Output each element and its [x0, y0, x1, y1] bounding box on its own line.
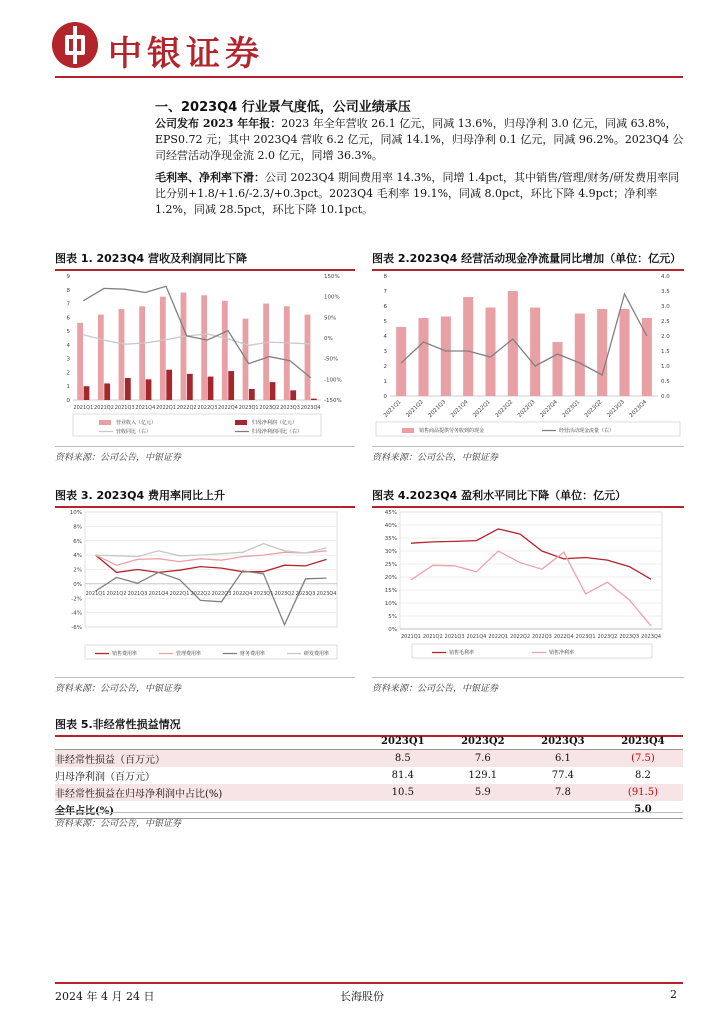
y2-tick-label: 0.0: [661, 394, 670, 400]
bar: [284, 306, 290, 400]
bar: [160, 297, 166, 400]
x-tick-label: 2022Q1: [156, 405, 176, 411]
footer-page-number: 2: [670, 988, 677, 1001]
figure-4-source: 资料来源：公司公告，中银证券: [372, 677, 684, 694]
bar: [575, 314, 585, 397]
table-header-row: [55, 734, 683, 750]
legend-swatch: [402, 428, 414, 433]
table-cell: 10.5: [363, 784, 443, 801]
chart-expense-ratio: [55, 505, 355, 665]
table-cell: 8.2: [635, 770, 651, 781]
y-tick-label: 3: [66, 356, 70, 363]
table-header: 2023Q2: [443, 734, 523, 750]
bar: [485, 308, 495, 397]
x-tick-label: 2021Q1: [85, 591, 106, 597]
y-tick-label: 5%: [388, 614, 397, 620]
x-tick-label: 2021Q4: [466, 634, 487, 640]
y-tick-label: 2: [383, 364, 387, 370]
figure-3-source: 资料来源：公司公告，中银证券: [55, 677, 355, 694]
x-tick-label: 2021Q2: [422, 634, 443, 640]
x-tick-label: 2021Q2: [94, 405, 114, 411]
x-tick-label: 2021Q4: [148, 591, 169, 597]
series-line: [83, 334, 310, 346]
legend-label: 销售商品提供劳务收到的现金: [419, 428, 485, 434]
y-tick-label: 4: [66, 342, 70, 349]
x-tick-label: 2021Q3: [427, 399, 448, 419]
bar: [84, 386, 90, 400]
table-header: 2023Q1: [363, 734, 443, 750]
table-cell: (7.5): [603, 750, 683, 768]
y2-tick-label: 2.5: [661, 319, 670, 325]
non-recurring-table: [55, 734, 683, 819]
bar: [181, 293, 187, 400]
y-tick-label: 0: [383, 394, 387, 400]
header-title: 中银证券: [108, 34, 264, 74]
table-row: [55, 767, 683, 784]
y-tick-label: 6: [66, 315, 70, 322]
y2-tick-label: 50%: [324, 315, 337, 322]
y2-tick-label: 150%: [324, 274, 340, 280]
y-tick-label: 4: [383, 334, 387, 340]
x-tick-label: 2023Q3: [606, 399, 626, 419]
company-logo: [52, 22, 98, 68]
paragraph-margins: [155, 170, 685, 218]
x-tick-label: 2023Q4: [641, 634, 662, 640]
legend-box: [412, 644, 652, 658]
y-tick-label: 15%: [384, 588, 397, 594]
x-tick-label: 2022Q3: [197, 405, 218, 411]
footer-rule: [55, 982, 683, 984]
row-label: 非经常性损益在归母净利润中占比(%): [55, 784, 363, 801]
bar: [441, 317, 451, 397]
y-tick-label: -6%: [71, 625, 82, 631]
series-line: [83, 286, 310, 377]
x-tick-label: 2023Q1: [575, 634, 596, 640]
table-header: 2023Q4: [603, 734, 683, 750]
x-tick-label: 2023Q3: [280, 405, 300, 411]
table-cell: 5.0: [634, 804, 652, 815]
x-tick-label: 2022Q4: [553, 634, 574, 640]
series-line: [96, 555, 327, 572]
legend-label: 归母净利润同比（右）: [252, 429, 303, 435]
y-tick-label: 4%: [73, 553, 82, 560]
series-line: [411, 529, 651, 579]
table-cell: 77.4: [551, 770, 575, 781]
table-row: [55, 750, 683, 768]
bar: [270, 382, 276, 400]
bar: [418, 318, 428, 396]
bar: [222, 301, 228, 400]
x-tick-label: 2021Q1: [382, 399, 403, 419]
y-tick-label: -2%: [71, 596, 82, 603]
x-tick-label: 2022Q1: [488, 634, 509, 640]
y-tick-label: 25%: [384, 562, 397, 568]
y2-tick-label: -150%: [324, 398, 342, 404]
plot-frame: [400, 512, 662, 629]
x-tick-label: 2023Q2: [583, 399, 604, 419]
y-tick-label: 20%: [384, 575, 397, 581]
table-cell: 81.4: [391, 770, 414, 781]
legend-label: 财务费用率: [240, 651, 266, 657]
bar: [201, 295, 207, 400]
y-tick-label: 30%: [384, 549, 397, 555]
bar: [166, 370, 172, 400]
figure-2-source: 资料来源：公司公告，中银证券: [372, 446, 684, 463]
row-label: 归母净利润（百万元）: [55, 772, 155, 783]
x-tick-label: 2023Q3: [295, 591, 316, 597]
bar: [125, 378, 131, 400]
y-tick-label: 1: [66, 384, 70, 391]
x-tick-label: 2021Q1: [400, 634, 421, 640]
legend-label: 经营活动现金流量（右）: [559, 428, 615, 434]
x-tick-label: 2022Q2: [190, 591, 211, 597]
x-tick-label: 2022Q1: [472, 399, 492, 419]
bar: [311, 399, 317, 400]
bar: [396, 327, 406, 396]
y-tick-label: 6%: [73, 538, 82, 545]
x-tick-label: 2022Q4: [218, 405, 238, 411]
x-tick-label: 2021Q2: [405, 399, 425, 419]
y-tick-label: 45%: [384, 510, 397, 516]
legend-label: 销售净利率: [549, 650, 575, 656]
y2-tick-label: 3.5: [661, 289, 670, 295]
table-cell: (91.5): [603, 784, 683, 801]
figure-5-source: 资料来源：公司公告，中银证券: [55, 812, 683, 829]
y-tick-label: -4%: [71, 610, 82, 617]
x-tick-label: 2022Q3: [531, 634, 552, 640]
header-rule: [55, 76, 683, 78]
chart-cash-flow: [372, 268, 684, 438]
x-tick-label: 2023Q1: [253, 591, 274, 597]
x-tick-label: 2023Q2: [597, 634, 618, 640]
y2-tick-label: 0.5: [661, 379, 670, 385]
y2-tick-label: -50%: [324, 356, 339, 363]
table-cell: 5.9: [443, 784, 523, 801]
bar: [597, 309, 607, 396]
legend-label: 研发费用率: [304, 651, 330, 657]
y-tick-label: 5: [383, 319, 387, 325]
x-tick-label: 2023Q1: [238, 405, 259, 411]
figure-5-title: 图表 5.非经常性损益情况: [55, 716, 683, 737]
y-tick-label: 7: [66, 301, 70, 308]
y-tick-label: 0%: [73, 581, 82, 588]
legend-label: 归母净利润（亿元）: [252, 420, 298, 426]
y-tick-label: 8: [383, 274, 387, 280]
bar: [619, 309, 629, 396]
y-tick-label: 40%: [384, 523, 397, 529]
y2-tick-label: 1.5: [661, 349, 670, 355]
bar: [290, 390, 296, 400]
x-tick-label: 2023Q4: [300, 405, 321, 411]
bar: [77, 323, 83, 400]
table-cell: 129.1: [468, 770, 498, 781]
bar: [119, 309, 125, 400]
bar: [104, 383, 110, 400]
x-tick-label: 2023Q2: [274, 591, 295, 597]
legend-label: 营业收入（亿元）: [116, 420, 157, 426]
y-tick-label: 9: [66, 274, 70, 280]
y-tick-label: 7: [383, 289, 387, 295]
x-tick-label: 2021Q2: [106, 591, 127, 597]
x-tick-label: 2023Q3: [619, 634, 640, 640]
paragraph-lead: 毛利率、净利率下滑：: [155, 171, 265, 184]
section-title: 一、2023Q4 行业景气度低，公司业绩承压: [155, 100, 411, 115]
table-cell: 7.6: [443, 750, 523, 768]
legend-label: 营收同比（右）: [116, 429, 152, 435]
y-tick-label: 10%: [69, 510, 82, 516]
table-cell: 7.8: [523, 784, 603, 801]
bar: [249, 389, 255, 400]
table-cell: 6.1: [523, 750, 603, 768]
y-tick-label: 0%: [388, 627, 397, 633]
bar: [98, 315, 104, 400]
series-line: [96, 571, 327, 625]
series-line: [96, 551, 327, 565]
footer-company: 长海股份: [340, 990, 384, 1003]
bar: [263, 304, 269, 400]
x-tick-label: 2022Q2: [176, 405, 197, 411]
x-tick-label: 2022Q4: [232, 591, 253, 597]
y-tick-label: 6: [383, 304, 387, 310]
y-tick-label: 1: [383, 379, 387, 385]
bar: [187, 374, 193, 400]
y2-tick-label: 4.0: [661, 274, 670, 280]
bar: [146, 379, 152, 400]
chart-margins: [372, 505, 684, 665]
x-tick-label: 2021Q3: [114, 405, 135, 411]
y2-tick-label: 1.0: [661, 364, 670, 370]
legend-label: 销售费用率: [112, 651, 138, 657]
series-line: [96, 544, 327, 557]
figure-3-title: 图表 3. 2023Q4 费用率同比上升: [55, 487, 355, 508]
x-tick-label: 2021Q3: [127, 591, 148, 597]
x-tick-label: 2021Q4: [135, 405, 156, 411]
x-tick-label: 2022Q2: [510, 634, 531, 640]
x-tick-label: 2023Q2: [259, 405, 280, 411]
legend-swatch: [235, 420, 247, 425]
row-label: 全年占比(%): [55, 806, 114, 817]
series-line: [401, 294, 647, 375]
table-cell: 8.5: [363, 750, 443, 768]
x-tick-label: 2021Q3: [444, 634, 465, 640]
bar: [530, 308, 540, 397]
bar: [463, 297, 473, 396]
table-header: [55, 734, 363, 750]
y2-tick-label: 100%: [324, 294, 340, 301]
figure-2-title: 图表 2.2023Q4 经营活动现金净流量同比增加（单位：亿元）: [372, 250, 684, 271]
row-label: 非经常性损益（百万元）: [55, 750, 363, 768]
footer-date: 2024 年 4 月 24 日: [55, 990, 155, 1003]
table-header: 2023Q3: [523, 734, 603, 750]
legend-label: 管理费用率: [176, 651, 202, 657]
bar: [305, 315, 311, 400]
x-tick-label: 2022Q2: [494, 399, 515, 419]
paragraph-annual-report: [155, 116, 685, 164]
y-tick-label: 8%: [73, 524, 82, 531]
bar: [139, 306, 145, 400]
figure-1-title: 图表 1. 2023Q4 营收及利润同比下降: [55, 250, 355, 271]
x-tick-label: 2022Q3: [211, 591, 232, 597]
chart-revenue-profit: [55, 268, 355, 438]
y-tick-label: 3: [383, 349, 387, 355]
legend-swatch: [99, 420, 111, 425]
table-row: [55, 784, 683, 801]
x-tick-label: 2022Q4: [539, 399, 559, 419]
y-tick-label: 35%: [384, 536, 397, 542]
paragraph-text: 2023 年全年营收 26.1 亿元，同减 13.6%，归母净利 3.0 亿元，同减 63.8%，EPS0.72 元；其中 2023Q4 营收 6.2 亿元，同减 14.1%，归母净利 0.1 亿元，同减 96.2%。2023Q4 公司经营活动净现金流 2.0 亿元，同增 36.3%。: [155, 117, 684, 162]
figure-1-source: 资料来源：公司公告，中银证券: [55, 446, 355, 463]
legend-label: 销售毛利率: [449, 650, 475, 656]
y2-tick-label: 3.0: [661, 304, 670, 310]
bar: [208, 377, 214, 400]
y2-tick-label: 0%: [324, 336, 333, 342]
x-tick-label: 2021Q1: [73, 405, 94, 411]
x-tick-label: 2023Q1: [561, 399, 582, 419]
figure-4-title: 图表 4.2023Q4 盈利水平同比下降（单位：亿元）: [372, 487, 684, 508]
y-tick-label: 2%: [73, 567, 82, 574]
y2-tick-label: 2.0: [661, 334, 670, 340]
y2-tick-label: -100%: [324, 377, 342, 384]
x-tick-label: 2023Q4: [628, 399, 649, 419]
y-tick-label: 0: [66, 398, 70, 404]
x-tick-label: 2022Q3: [516, 399, 537, 419]
paragraph-text: 公司 2023Q4 期间费用率 14.3%，同增 1.4pct，其中销售/管理/财务/研发费用率同比分别+1.8/+1.6/-2.3/+0.3pct。2023Q4 毛利率 19.1%，同减 8.0pct，环比下降 4.9pct；净利率 1.2%，同减 28.5pct，环比下降 10.1pct。: [155, 171, 680, 216]
y-tick-label: 2: [66, 370, 70, 377]
y-tick-label: 5: [66, 329, 70, 336]
x-tick-label: 2023Q4: [316, 591, 337, 597]
y-tick-label: 10%: [384, 601, 397, 607]
x-tick-label: 2022Q1: [169, 591, 190, 597]
paragraph-lead: 公司发布 2023 年年报：: [155, 117, 282, 130]
bar: [228, 371, 234, 400]
bar: [552, 342, 562, 396]
x-tick-label: 2021Q4: [449, 399, 470, 419]
y-tick-label: 8: [66, 287, 70, 294]
